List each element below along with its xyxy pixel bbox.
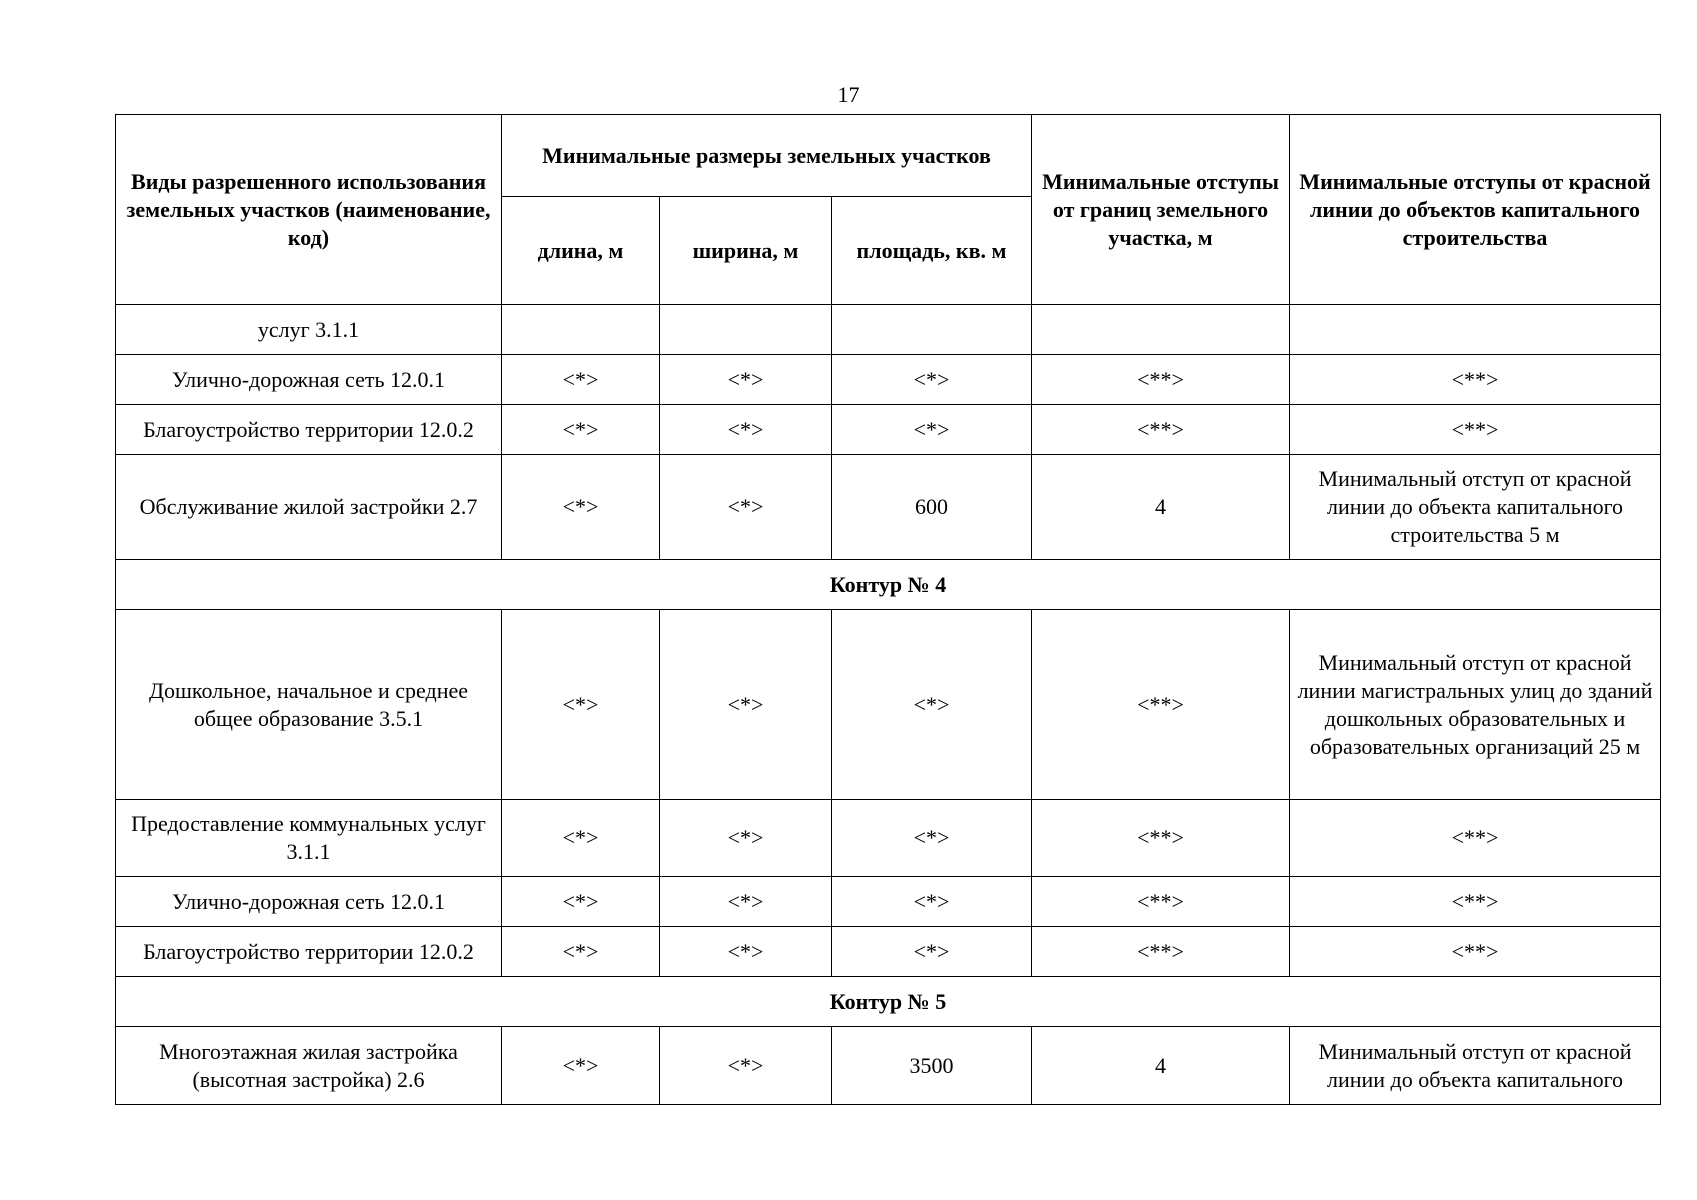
table-row [116, 877, 1661, 927]
header-setback-boundary: Минимальные отступы от границ земельного участка, м [1032, 115, 1290, 305]
cell-use-type: Улично-дорожная сеть 12.0.1 [116, 355, 502, 405]
cell-length: <*> [502, 355, 660, 405]
table-row [116, 1027, 1661, 1105]
cell-use-type: Предоставление коммунальных услуг 3.1.1 [116, 800, 502, 877]
cell-use-type: Благоустройство территории 12.0.2 [116, 927, 502, 977]
cell-setback-red-line: <**> [1290, 927, 1661, 977]
cell-area: 600 [832, 455, 1032, 560]
cell-setback-red-line [1290, 305, 1661, 355]
cell-length: <*> [502, 800, 660, 877]
cell-setback-red-line: <**> [1290, 877, 1661, 927]
cell-length [502, 305, 660, 355]
cell-length: <*> [502, 610, 660, 800]
cell-width: <*> [660, 1027, 832, 1105]
cell-setback-boundary: <**> [1032, 405, 1290, 455]
cell-length: <*> [502, 1027, 660, 1105]
cell-setback-red-line: Минимальный отступ от красной линии до объекта капитального строительства 5 м [1290, 455, 1661, 560]
cell-setback-boundary: <**> [1032, 800, 1290, 877]
table-header-row [116, 115, 1661, 197]
land-use-table [115, 114, 1661, 1105]
cell-width: <*> [660, 405, 832, 455]
table-row [116, 405, 1661, 455]
header-min-sizes: Минимальные размеры земельных участков [502, 115, 1032, 197]
cell-width: <*> [660, 927, 832, 977]
cell-area: <*> [832, 877, 1032, 927]
header-setback-red-line: Минимальные отступы от красной линии до объектов капитального строительства [1290, 115, 1661, 305]
header-area: площадь, кв. м [832, 197, 1032, 305]
table-row [116, 610, 1661, 800]
cell-length: <*> [502, 927, 660, 977]
cell-setback-boundary: <**> [1032, 877, 1290, 927]
table-row [116, 305, 1661, 355]
cell-use-type: Дошкольное, начальное и среднее общее образование 3.5.1 [116, 610, 502, 800]
cell-area: <*> [832, 355, 1032, 405]
table-row [116, 355, 1661, 405]
table-row [116, 455, 1661, 560]
cell-length: <*> [502, 877, 660, 927]
cell-setback-red-line: <**> [1290, 355, 1661, 405]
cell-area: <*> [832, 800, 1032, 877]
cell-area: <*> [832, 610, 1032, 800]
cell-area: <*> [832, 927, 1032, 977]
cell-setback-red-line: <**> [1290, 800, 1661, 877]
table-row [116, 800, 1661, 877]
cell-width [660, 305, 832, 355]
cell-use-type: Обслуживание жилой застройки 2.7 [116, 455, 502, 560]
contour-row [116, 977, 1661, 1027]
cell-setback-boundary: <**> [1032, 355, 1290, 405]
header-use-type: Виды разрешенного использования земельных участков (наименование, код) [116, 115, 502, 305]
header-length: длина, м [502, 197, 660, 305]
cell-length: <*> [502, 405, 660, 455]
cell-setback-red-line: Минимальный отступ от красной линии до объекта капитального [1290, 1027, 1661, 1105]
cell-width: <*> [660, 355, 832, 405]
table-row [116, 927, 1661, 977]
cell-setback-boundary: 4 [1032, 1027, 1290, 1105]
contour-heading: Контур № 5 [116, 977, 1661, 1027]
cell-setback-boundary [1032, 305, 1290, 355]
header-width: ширина, м [660, 197, 832, 305]
cell-setback-boundary: <**> [1032, 610, 1290, 800]
contour-row [116, 560, 1661, 610]
cell-setback-red-line: Минимальный отступ от красной линии магистральных улиц до зданий дошкольных образовательных и образовательных организаций 25 м [1290, 610, 1661, 800]
cell-use-type: Улично-дорожная сеть 12.0.1 [116, 877, 502, 927]
cell-setback-red-line: <**> [1290, 405, 1661, 455]
cell-use-type: Благоустройство территории 12.0.2 [116, 405, 502, 455]
cell-length: <*> [502, 455, 660, 560]
cell-setback-boundary: <**> [1032, 927, 1290, 977]
cell-area: <*> [832, 405, 1032, 455]
contour-heading: Контур № 4 [116, 560, 1661, 610]
cell-area [832, 305, 1032, 355]
cell-setback-boundary: 4 [1032, 455, 1290, 560]
page-number: 17 [837, 82, 860, 107]
cell-use-type: Многоэтажная жилая застройка (высотная застройка) 2.6 [116, 1027, 502, 1105]
cell-width: <*> [660, 610, 832, 800]
cell-width: <*> [660, 877, 832, 927]
cell-width: <*> [660, 455, 832, 560]
cell-area: 3500 [832, 1027, 1032, 1105]
cell-width: <*> [660, 800, 832, 877]
cell-use-type: услуг 3.1.1 [116, 305, 502, 355]
